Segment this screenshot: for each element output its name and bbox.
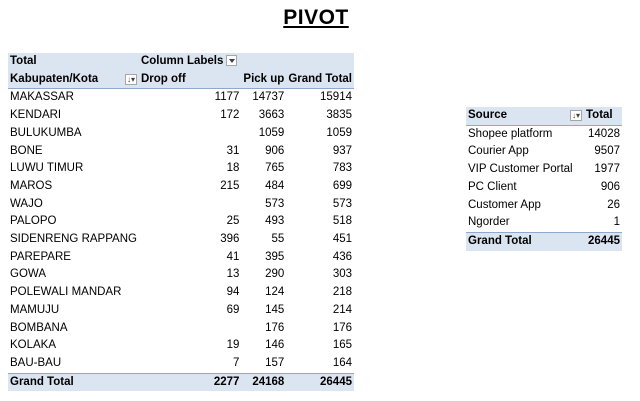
- source-grand-total-value: 26445: [584, 232, 622, 250]
- grand-total-drop-off: 2277: [139, 373, 241, 391]
- grand-total-cell: 218: [332, 286, 352, 299]
- grand-total-cell: 303: [332, 268, 352, 281]
- pick-up-value: 145: [265, 303, 285, 316]
- pick-up-value: 14737: [252, 91, 285, 104]
- page-title: PIVOT: [283, 6, 349, 29]
- drop-off-value: 18: [226, 162, 240, 175]
- drop-off-value: 396: [220, 233, 240, 246]
- table-row: [8, 160, 354, 178]
- grand-total-row: [8, 373, 354, 391]
- pick-up-value: 55: [271, 233, 285, 246]
- grand-total-cell: 451: [332, 233, 352, 246]
- sort-filter-icon[interactable]: ↓▾: [571, 111, 580, 121]
- source-total-value: 9507: [594, 145, 620, 158]
- sort-filter-icon[interactable]: ↓▾: [126, 75, 135, 85]
- table-row: [8, 107, 354, 125]
- grand-total-cell: 518: [332, 215, 352, 228]
- row-label: BULUKUMBA: [10, 126, 82, 139]
- table-row: [8, 231, 354, 249]
- row-label: PAREPARE: [10, 250, 71, 263]
- row-label: POLEWALI MANDAR: [10, 286, 122, 299]
- row-label: MAMUJU: [10, 303, 60, 316]
- grand-total-cell: 15914: [320, 91, 352, 104]
- source-total-value: 26: [607, 198, 620, 211]
- row-label: PALOPO: [10, 215, 57, 228]
- source-name: Courier App: [468, 145, 529, 158]
- column-header-drop-off: Drop off: [139, 71, 241, 89]
- table-row: [8, 266, 354, 284]
- source-name: PC Client: [468, 180, 517, 193]
- pick-up-value: 290: [265, 268, 285, 281]
- table-row: [8, 196, 354, 214]
- source-pivot-table: [466, 107, 622, 251]
- row-label: WAJO: [10, 197, 43, 210]
- pick-up-value: 124: [265, 286, 285, 299]
- region-pivot-table: [8, 53, 354, 391]
- pick-up-value: 1059: [258, 126, 285, 139]
- row-header-label: Kabupaten/Kota: [10, 72, 99, 85]
- grand-total-cell: 1059: [326, 126, 352, 139]
- grand-total-value: 26445: [286, 373, 354, 391]
- row-label: MAKASSAR: [10, 91, 74, 104]
- table-row: [8, 355, 354, 373]
- row-label: LUWU TIMUR: [10, 162, 84, 175]
- table-row: [466, 214, 622, 232]
- table-row: [8, 249, 354, 267]
- grand-total-cell: 165: [332, 339, 352, 352]
- drop-off-value: [139, 320, 241, 338]
- grand-total-label: Grand Total: [8, 373, 139, 391]
- drop-off-value: 25: [226, 215, 240, 228]
- drop-off-value: 13: [226, 268, 240, 281]
- row-label: KOLAKA: [10, 339, 57, 352]
- source-grand-total-row: [466, 232, 622, 250]
- column-labels-caption: Column Labels: [140, 55, 224, 67]
- grand-total-cell: 573: [332, 197, 352, 210]
- column-labels-header[interactable]: [139, 53, 354, 71]
- drop-off-value: 172: [220, 109, 240, 122]
- row-label: BOMBANA: [10, 321, 68, 334]
- drop-off-value: 69: [226, 303, 240, 316]
- pick-up-value: 493: [265, 215, 285, 228]
- source-grand-total-label: Grand Total: [466, 232, 584, 250]
- source-header-label: Source: [468, 109, 507, 121]
- table-row: [8, 89, 354, 107]
- row-label: BONE: [10, 144, 43, 157]
- table-row: [466, 143, 622, 161]
- source-header[interactable]: [466, 107, 584, 125]
- table-row: [8, 284, 354, 302]
- source-name: VIP Customer Portal: [468, 163, 573, 176]
- column-header-pick-up: Pick up: [241, 71, 286, 89]
- grand-total-cell: 3835: [326, 109, 352, 122]
- drop-off-value: 41: [226, 250, 240, 263]
- pick-up-value: 395: [265, 250, 285, 263]
- source-name: Shopee platform: [468, 127, 553, 140]
- source-total-value: 14028: [588, 127, 620, 140]
- table-row: [8, 213, 354, 231]
- source-total-value: 906: [600, 180, 620, 193]
- source-name: Customer App: [468, 198, 541, 211]
- source-total-header: Total: [584, 107, 622, 125]
- table-row: [466, 179, 622, 197]
- pick-up-value: 484: [265, 179, 285, 192]
- table-row: [466, 197, 622, 215]
- pick-up-value: 157: [265, 356, 285, 369]
- pick-up-value: 176: [265, 321, 285, 334]
- grand-total-pick-up: 24168: [241, 373, 286, 391]
- grand-total-cell: 214: [332, 303, 352, 316]
- source-name: Ngorder: [468, 216, 510, 229]
- table-row: [8, 125, 354, 143]
- drop-off-value: 19: [226, 339, 240, 352]
- drop-off-value: 31: [226, 144, 240, 157]
- row-label: BAU-BAU: [10, 356, 62, 369]
- dropdown-arrow-icon[interactable]: [226, 55, 237, 66]
- pivot-corner-label: Total: [8, 53, 139, 71]
- pick-up-value: 146: [265, 339, 285, 352]
- pick-up-value: 3663: [258, 109, 285, 122]
- row-labels-header[interactable]: [8, 71, 139, 89]
- drop-off-value: [139, 125, 241, 143]
- table-row: [8, 337, 354, 355]
- grand-total-cell: 176: [332, 321, 352, 334]
- row-label: GOWA: [10, 268, 46, 281]
- grand-total-cell: 699: [332, 179, 352, 192]
- pick-up-value: 906: [265, 144, 285, 157]
- source-total-value: 1: [613, 216, 620, 229]
- grand-total-cell: 783: [332, 162, 352, 175]
- drop-off-value: 1177: [214, 91, 240, 104]
- column-header-grand-total: Grand Total: [286, 71, 354, 89]
- grand-total-cell: 436: [332, 250, 352, 263]
- grand-total-cell: 164: [332, 356, 352, 369]
- source-total-value: 1977: [594, 163, 620, 176]
- table-row: [466, 161, 622, 179]
- row-label: SIDENRENG RAPPANG: [10, 233, 137, 246]
- drop-off-value: 94: [226, 286, 240, 299]
- table-row: [8, 320, 354, 338]
- drop-off-value: [139, 196, 241, 214]
- pick-up-value: 573: [265, 197, 285, 210]
- table-row: [8, 178, 354, 196]
- table-row: [8, 143, 354, 161]
- pick-up-value: 765: [265, 162, 285, 175]
- drop-off-value: 7: [233, 356, 240, 369]
- table-row: [8, 302, 354, 320]
- row-label: MAROS: [10, 179, 53, 192]
- row-label: KENDARI: [10, 109, 62, 122]
- grand-total-cell: 937: [332, 144, 352, 157]
- table-row: [466, 125, 622, 143]
- drop-off-value: 215: [220, 179, 240, 192]
